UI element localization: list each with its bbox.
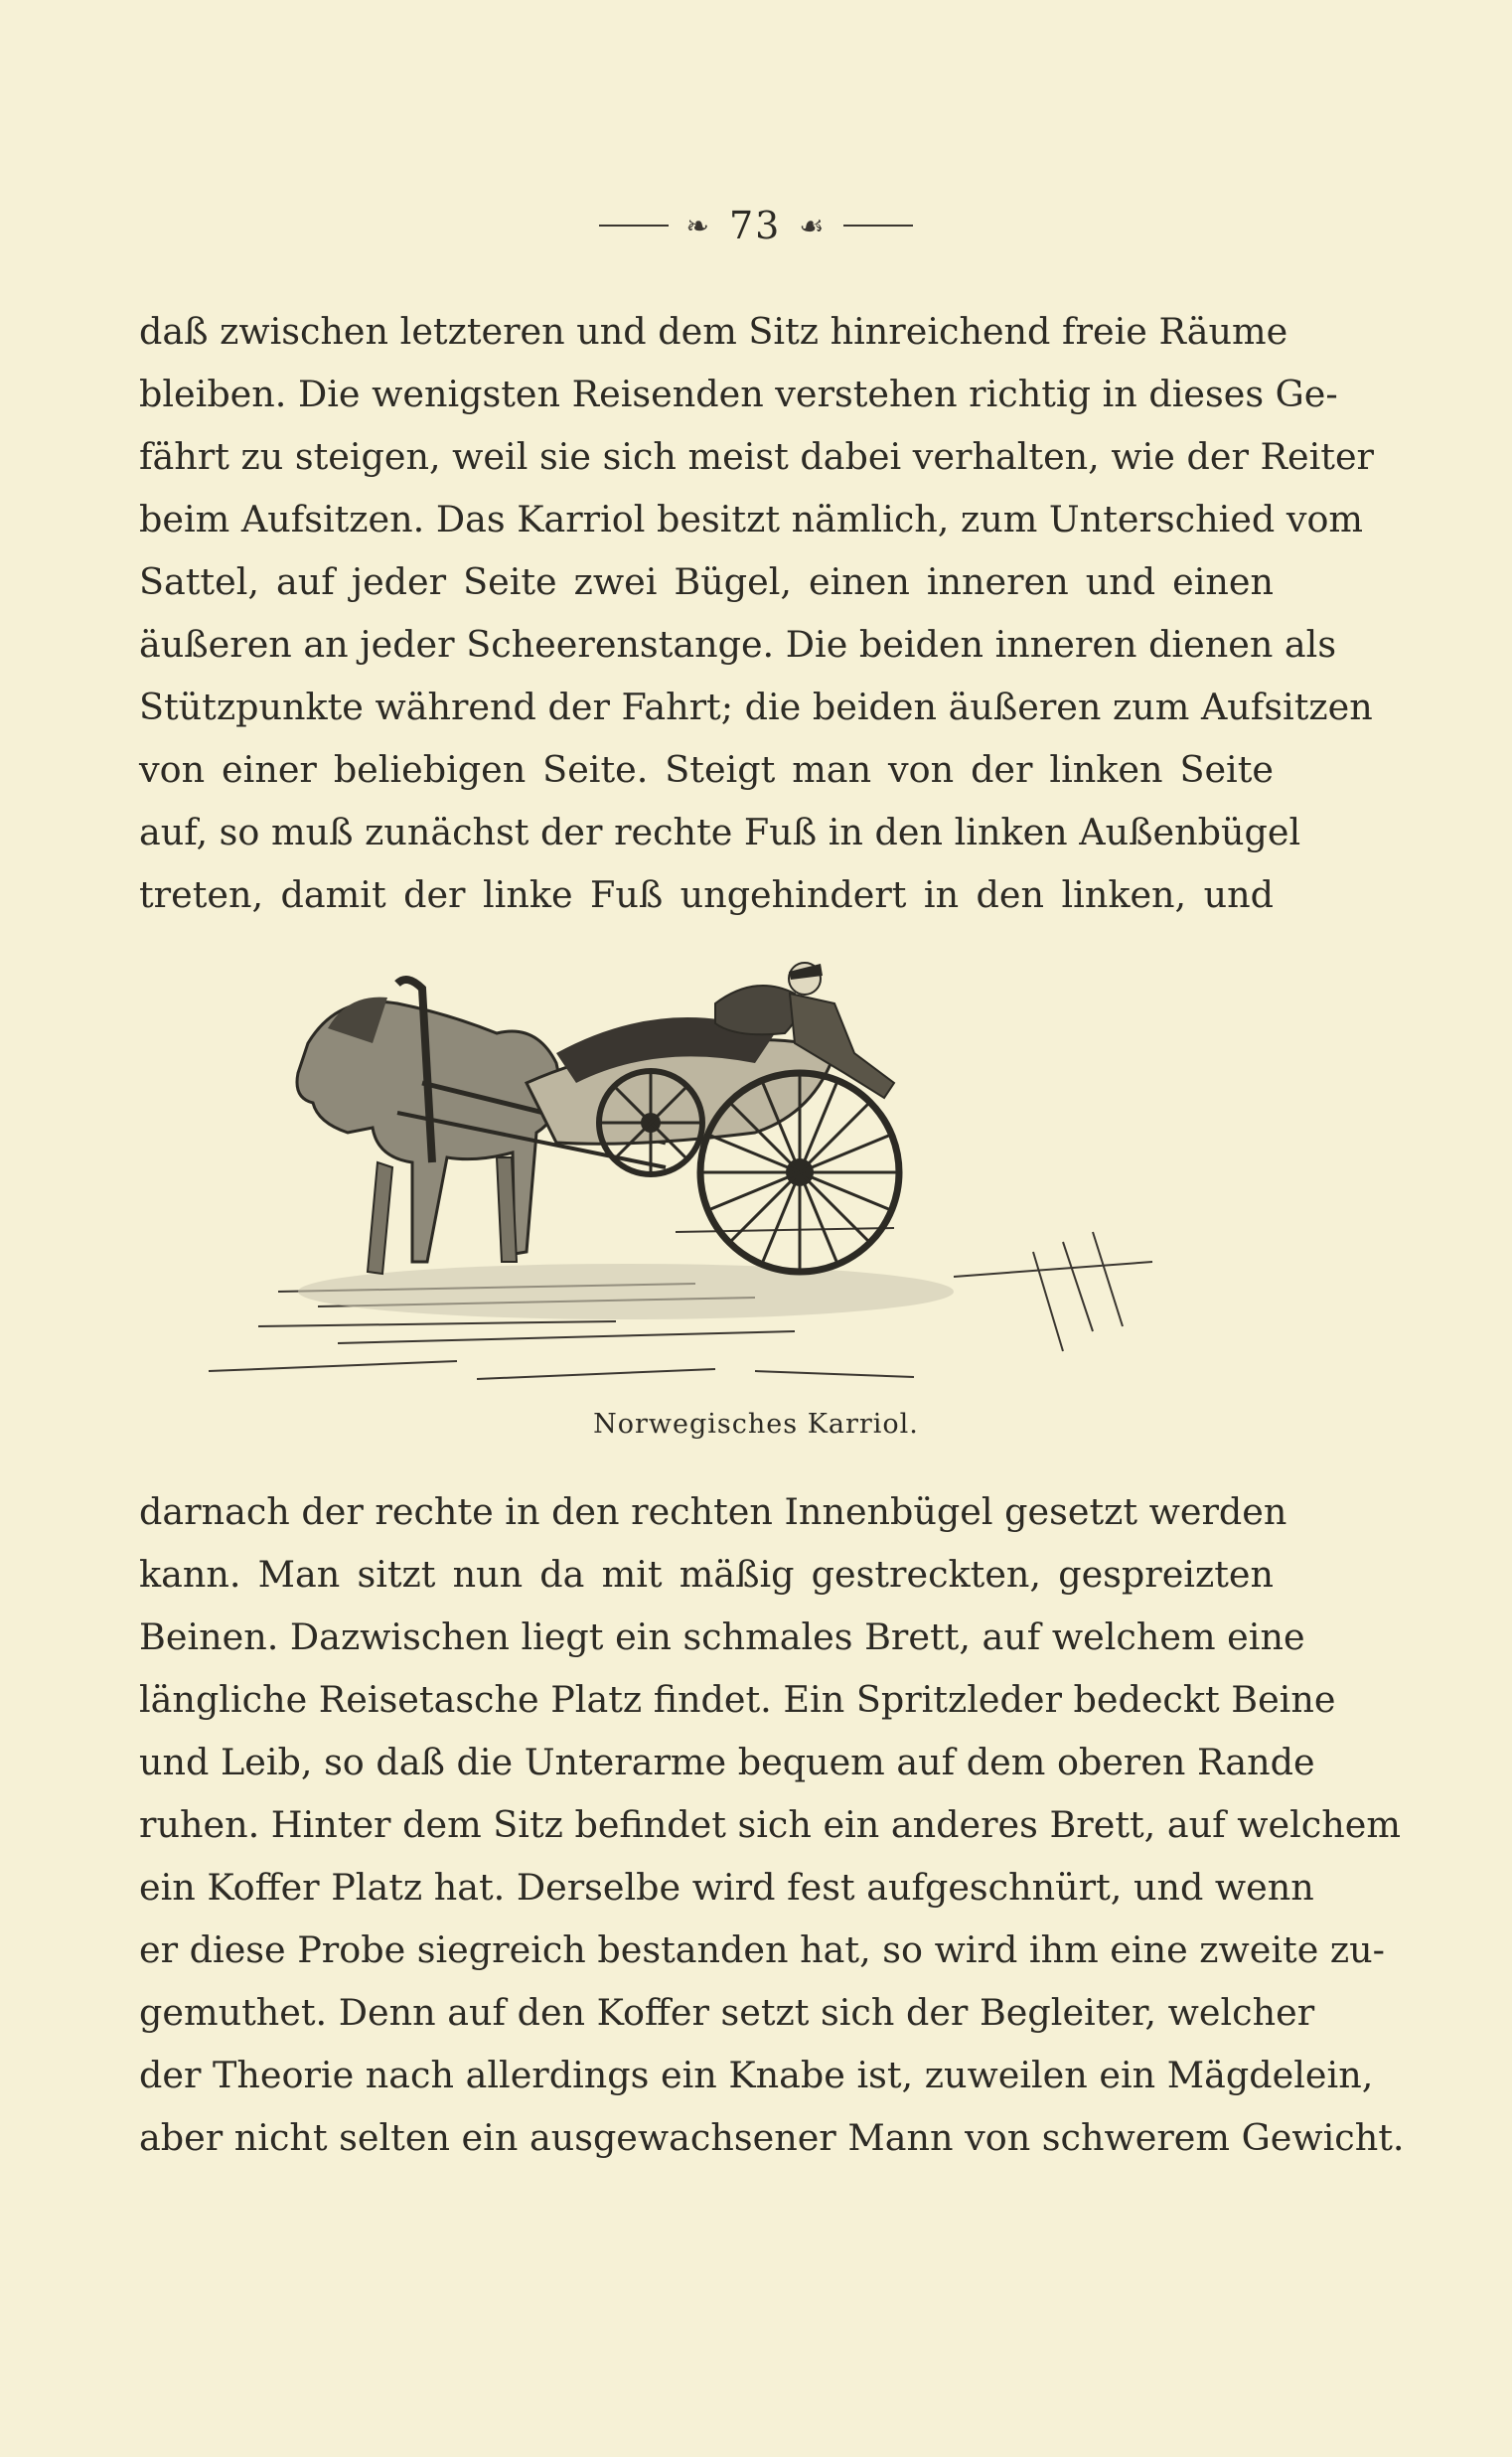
text-line: gemuthet. Denn auf den Koffer setzt sich der Begleiter, welcher [139,1991,1315,2034]
text-line: von einer beliebigen Seite. Steigt man von der linken Seite [139,748,1274,791]
text-line: treten, damit der linke Fuß ungehindert in den linken, und [139,873,1274,916]
text-line: Beinen. Dazwischen liegt ein schmales Brett, auf welchem eine [139,1615,1305,1658]
text-line: ruhen. Hinter dem Sitz befindet sich ein anderes Brett, auf welchem [139,1803,1401,1846]
cart [527,963,899,1272]
text-line: der Theorie nach allerdings ein Knabe ist, zuweilen ein Mägdelein, [139,2054,1374,2096]
header-rule-left [599,225,669,227]
text-line: aber nicht selten ein ausgewachsener Mann von schwerem Gewicht. [139,2116,1405,2159]
text-line: Stützpunkte während der Fahrt; die beiden äußeren zum Aufsitzen [139,686,1373,728]
ornament-right-icon: ☙ [799,209,827,242]
figure-caption: Norwegisches Karriol. [593,1409,919,1440]
text-line: äußeren an jeder Scheerenstange. Die beiden inneren dienen als [139,623,1337,666]
text-line: längliche Reisetasche Platz findet. Ein Spritzleder bedeckt Beine [139,1678,1336,1721]
paragraph-top [139,300,1374,926]
text-line: fährt zu steigen, weil sie sich meist dabei verhalten, wie der Reiter [139,435,1374,478]
text-line: er diese Probe siegreich bestanden hat, so wird ihm eine zweite zu- [139,1928,1385,1971]
text-line: ein Koffer Platz hat. Derselbe wird fest aufgeschnürt, und wenn [139,1866,1314,1909]
paragraph-bottom [139,1480,1405,2169]
ornament-left-icon: ❧ [685,209,711,242]
page-header [0,204,1512,247]
text-line: daß zwischen letzteren und dem Sitz hinreichend freie Räume [139,310,1288,353]
text-line: beim Aufsitzen. Das Karriol besitzt nämlich, zum Unterschied vom [139,498,1364,540]
header-rule-right [843,225,913,227]
karriol-illustration [199,934,1222,1391]
text-line: auf, so muß zunächst der rechte Fuß in den linken Außenbügel [139,811,1301,853]
text-line: darnach der rechte in den rechten Innenbügel gesetzt werden [139,1490,1287,1533]
text-line: kann. Man sitzt nun da mit mäßig gestreckten, gespreizten [139,1553,1274,1596]
text-line: Sattel, auf jeder Seite zwei Bügel, einen inneren und einen [139,560,1274,603]
text-line: und Leib, so daß die Unterarme bequem auf dem oberen Rande [139,1741,1315,1783]
page-number: 73 [729,204,782,247]
text-line: bleiben. Die wenigsten Reisenden verstehen richtig in dieses Ge- [139,373,1338,415]
